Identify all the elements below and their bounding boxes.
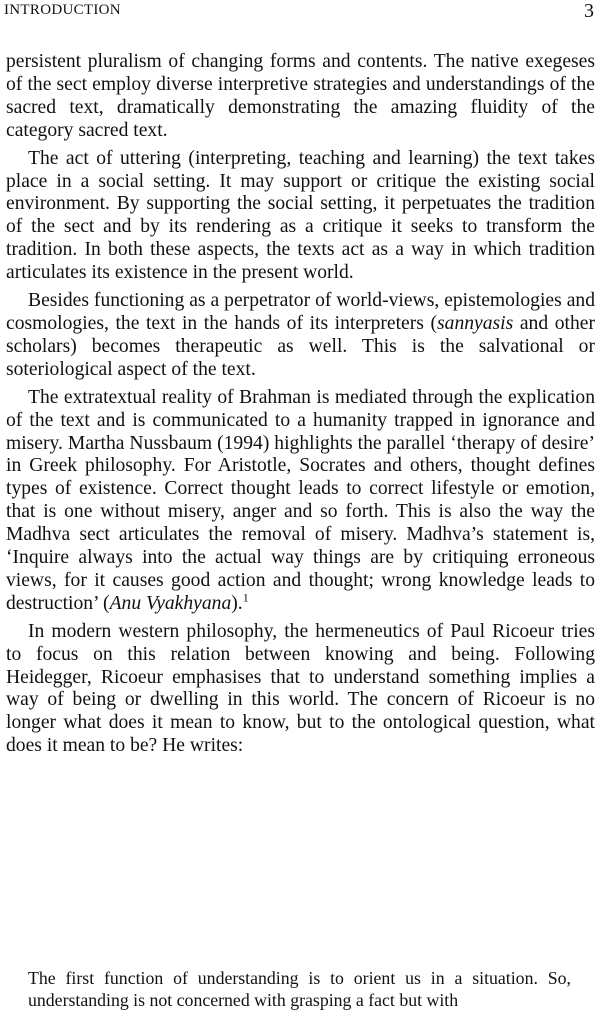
paragraph-brahman-text-start: The extratextual reality of Brahman is mediated through the explication of the text and is communicated to a humanity trapped in ignorance and misery. Martha Nussbaum (1994) highlights the parallel ‘therapy of desire’ in Greek philosophy. For Aristotle, Socrates and others, thought defines types of existence. Correct thought leads to correct lifestyle or emotion, that is one without misery, anger and so forth. This is also the way the Madhva sect articulates the removal of misery. Madhva’s statement is, ‘Inquire always into the actual way things are by critiquing erroneous views, for it causes good action and thought; wrong knowledge leads to destruction’ ( — [6, 386, 595, 614]
paragraph-brahman — [6, 387, 595, 616]
paragraph-uttering: The act of uttering (interpreting, teaching and learning) the text takes place in a social setting. It may support or critique the existing social environment. By supporting the social setting, it perpetuates the tradition of the sect and by its rendering as a critique it seeks to transform the tradition. In both these aspects, the texts act as a way in which tradition articulates its existence in the present world. — [6, 147, 595, 284]
page-number: 3 — [584, 0, 594, 22]
italic-title-anu-vyakhyana: Anu Vyakhyana — [109, 592, 232, 614]
running-header — [4, 2, 594, 24]
paragraph-therapeutic-text-start: Besides functioning as a perpetrator of world-views, epistemologies and cosmologies, the text in the hands of its interpreters ( — [6, 290, 595, 334]
block-quote-text: The first function of understanding is to orient us in a situation. So, understanding is not concerned with grasping a fact but with — [28, 968, 571, 1010]
paragraph-brahman-text-end: ). — [231, 592, 243, 614]
paragraph-ricoeur: In modern western philosophy, the hermeneutics of Paul Ricoeur tries to focus on this relation between knowing and being. Following Heidegger, Ricoeur emphasises that to understand something implies a way of being or dwelling in this world. The concern of Ricoeur is no longer what does it mean to know, but to the ontological question, what does it mean to be? He writes: — [6, 620, 595, 757]
body-text — [6, 51, 595, 763]
block-quote — [28, 967, 571, 1011]
footnote-marker: 1 — [242, 590, 249, 605]
paragraph-therapeutic — [6, 290, 595, 382]
italic-term-sannyasis: sannyasis — [437, 312, 514, 334]
paragraph-therapeutic-text-end: and other scholars) becomes therapeutic as well. This is the salvational or soteriological aspect of the text. — [6, 312, 595, 380]
running-title: INTRODUCTION — [4, 2, 121, 18]
paragraph-continued: persistent pluralism of changing forms and contents. The native exegeses of the sect employ diverse interpretive strategies and understandings of the sacred text, dramatically demonstrating the amazing fluidity of the category sacred text. — [6, 51, 595, 141]
